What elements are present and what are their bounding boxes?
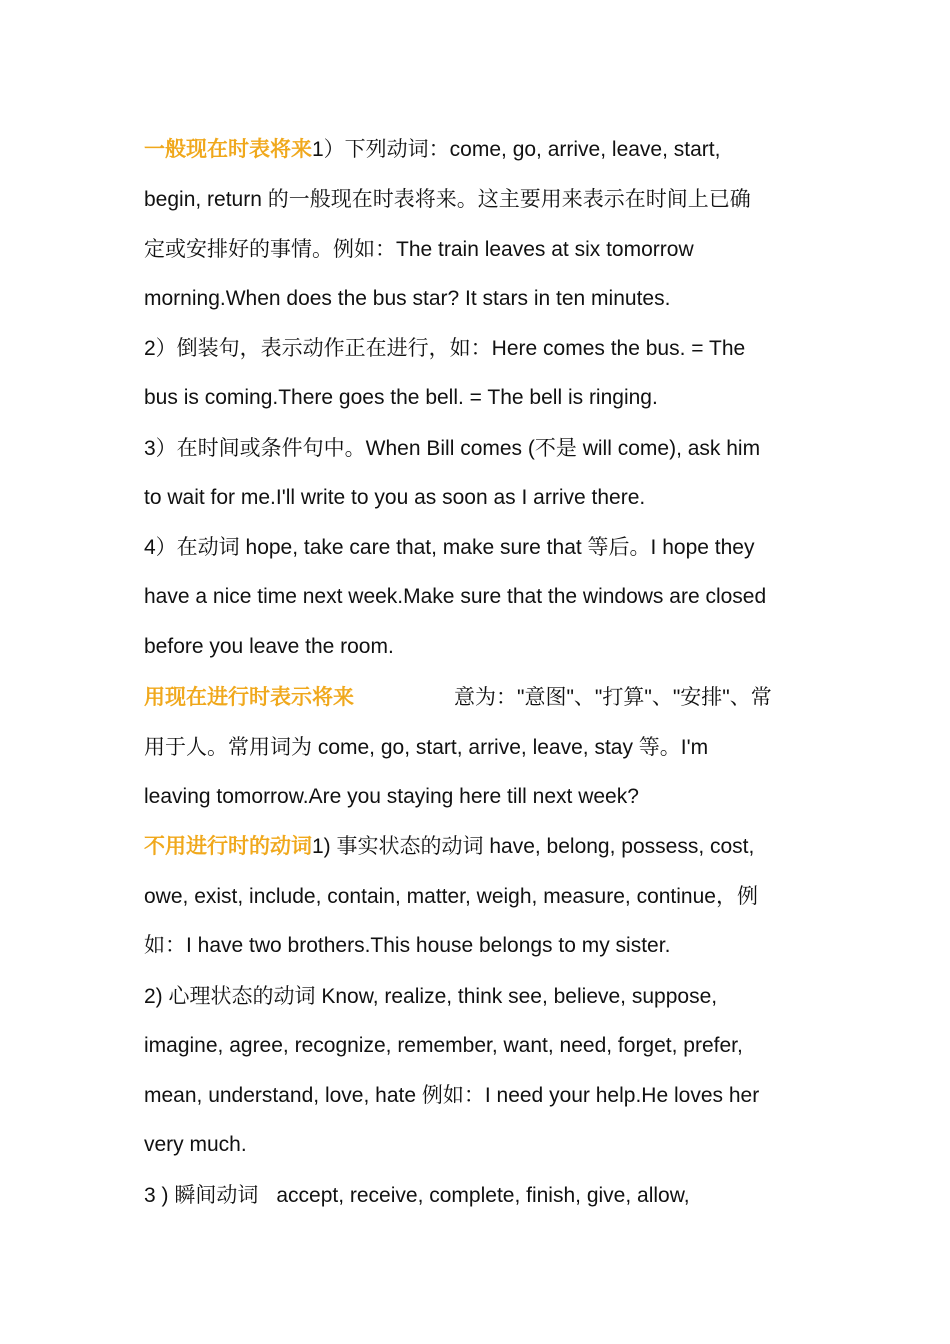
line-text: morning.When does the bus star? It stars in ten minutes. (144, 287, 671, 310)
line-text: 定或安排好的事情。例如：The train leaves at six tomorrow (144, 238, 694, 261)
line-text: very much. (144, 1133, 247, 1156)
text-line (144, 236, 694, 264)
line-text: 3 ) 瞬间动词 (144, 1184, 259, 1207)
text-line (144, 484, 645, 512)
line-text: 如：I have two brothers.This house belongs to my sister. (144, 934, 671, 957)
text-line (144, 136, 720, 164)
line-text: 2）倒装句，表示动作正在进行，如：Here comes the bus. = The (144, 337, 746, 360)
text-line (144, 285, 670, 313)
line-text: imagine, agree, recognize, remember, want, need, forget, prefer, (144, 1034, 743, 1057)
line-text: 2) 心理状态的动词 Know, realize, think see, believe, suppose, (144, 985, 718, 1008)
line-text: begin, return 的一般现在时表将来。这主要用来表示在时间上已确 (144, 188, 751, 211)
line-text: 3）在时间或条件句中。When Bill comes (不是 will come), ask him (144, 437, 761, 460)
section-heading: 不用进行时的动词 (144, 835, 312, 858)
line-text: 用于人。常用词为 come, go, start, arrive, leave, stay 等。I'm (144, 736, 709, 759)
text-line (144, 1131, 247, 1159)
line-text: bus is coming.There goes the bell. = The bell is ringing. (144, 386, 658, 409)
text-line (144, 1032, 743, 1060)
text-line (144, 534, 754, 562)
text-line (144, 833, 754, 861)
line-text: have a nice time next week.Make sure that the windows are closed (144, 585, 767, 608)
text-line (144, 883, 758, 911)
line-text: accept, receive, complete, finish, give, allow, (276, 1184, 690, 1207)
text-line (144, 734, 708, 762)
text-line (144, 633, 394, 661)
line-text: to wait for me.I'll write to you as soon as I arrive there. (144, 486, 646, 509)
line-text: 1）下列动词：come, go, arrive, leave, start, (312, 138, 721, 161)
text-line (144, 583, 766, 611)
line-text: mean, understand, love, hate 例如：I need your help.He loves her (144, 1084, 760, 1107)
line-text: owe, exist, include, contain, matter, weigh, measure, continue，例 (144, 885, 758, 908)
text-line (144, 335, 745, 363)
line-text: 1) 事实状态的动词 have, belong, possess, cost, (312, 835, 755, 858)
text-line (144, 435, 760, 463)
line-text: 意为："意图"、"打算"、"安排"、常 (454, 686, 772, 709)
section-heading: 用现在进行时表示将来 (144, 686, 354, 709)
text-line (144, 783, 639, 811)
text-line (144, 983, 717, 1011)
text-line (144, 1082, 759, 1110)
text-line (144, 186, 751, 214)
section-heading: 一般现在时表将来 (144, 138, 312, 161)
line-text: before you leave the room. (144, 635, 394, 658)
text-line (144, 1182, 690, 1210)
line-text: leaving tomorrow.Are you staying here till next week? (144, 785, 639, 808)
text-line (144, 384, 658, 412)
text-line (144, 684, 772, 712)
line-text: 4）在动词 hope, take care that, make sure that 等后。I hope they (144, 536, 755, 559)
text-line (144, 932, 670, 960)
